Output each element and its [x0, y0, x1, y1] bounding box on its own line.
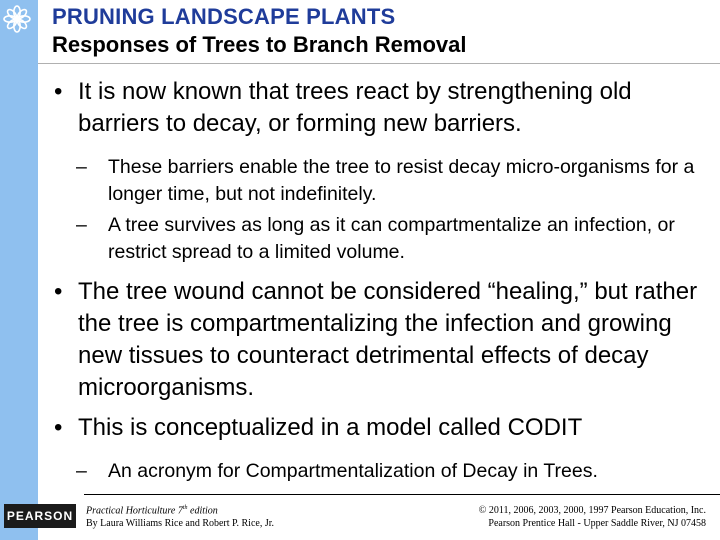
bullet-item	[52, 412, 712, 444]
copyright-text: © 2011, 2006, 2003, 2000, 1997 Pearson Education, Inc.	[478, 505, 706, 516]
title-divider	[38, 63, 720, 64]
publisher-text: Pearson Prentice Hall - Upper Saddle River, NJ 07458	[488, 518, 706, 529]
sub-bullet-item	[52, 154, 712, 208]
footer-divider	[84, 494, 720, 495]
sub-bullet-marker: –	[76, 460, 87, 482]
sub-bullet-text: A tree survives as long as it can compartmentalize an infection, or restrict spread to a limited volume.	[108, 214, 675, 263]
bullet-item	[52, 76, 712, 140]
sidebar-band	[0, 0, 38, 540]
bullet-marker: •	[54, 278, 63, 305]
bullet-marker: •	[54, 78, 63, 105]
bullet-text: It is now known that trees react by strengthening old barriers to decay, or forming new barriers.	[78, 78, 632, 137]
slide-subtitle: Responses of Trees to Branch Removal	[52, 32, 467, 57]
sub-bullet-text: These barriers enable the tree to resist decay micro-organisms for a longer time, but not indefinitely.	[108, 156, 695, 205]
book-authors: By Laura Williams Rice and Robert P. Rice, Jr.	[86, 518, 274, 529]
pearson-logo: PEARSON	[4, 504, 76, 528]
slide-body	[52, 76, 712, 489]
bullet-text: The tree wound cannot be considered “healing,” but rather the tree is compartmentalizing the infection and growing new tissues to counteract detrimental effects of decay microorganisms.	[78, 278, 698, 401]
sub-bullet-item	[52, 458, 712, 485]
sub-bullet-marker: –	[76, 156, 87, 178]
flower-icon	[2, 4, 32, 34]
bullet-item	[52, 276, 712, 404]
book-title: Practical Horticulture 7th edition	[86, 505, 218, 517]
sub-bullet-text: An acronym for Compartmentalization of Decay in Trees.	[108, 460, 598, 482]
slide-title: PRUNING LANDSCAPE PLANTS	[52, 4, 396, 29]
bullet-marker: •	[54, 414, 63, 441]
sub-bullet-item	[52, 212, 712, 266]
sub-bullet-marker: –	[76, 214, 87, 236]
bullet-text: This is conceptualized in a model called CODIT	[78, 414, 583, 441]
